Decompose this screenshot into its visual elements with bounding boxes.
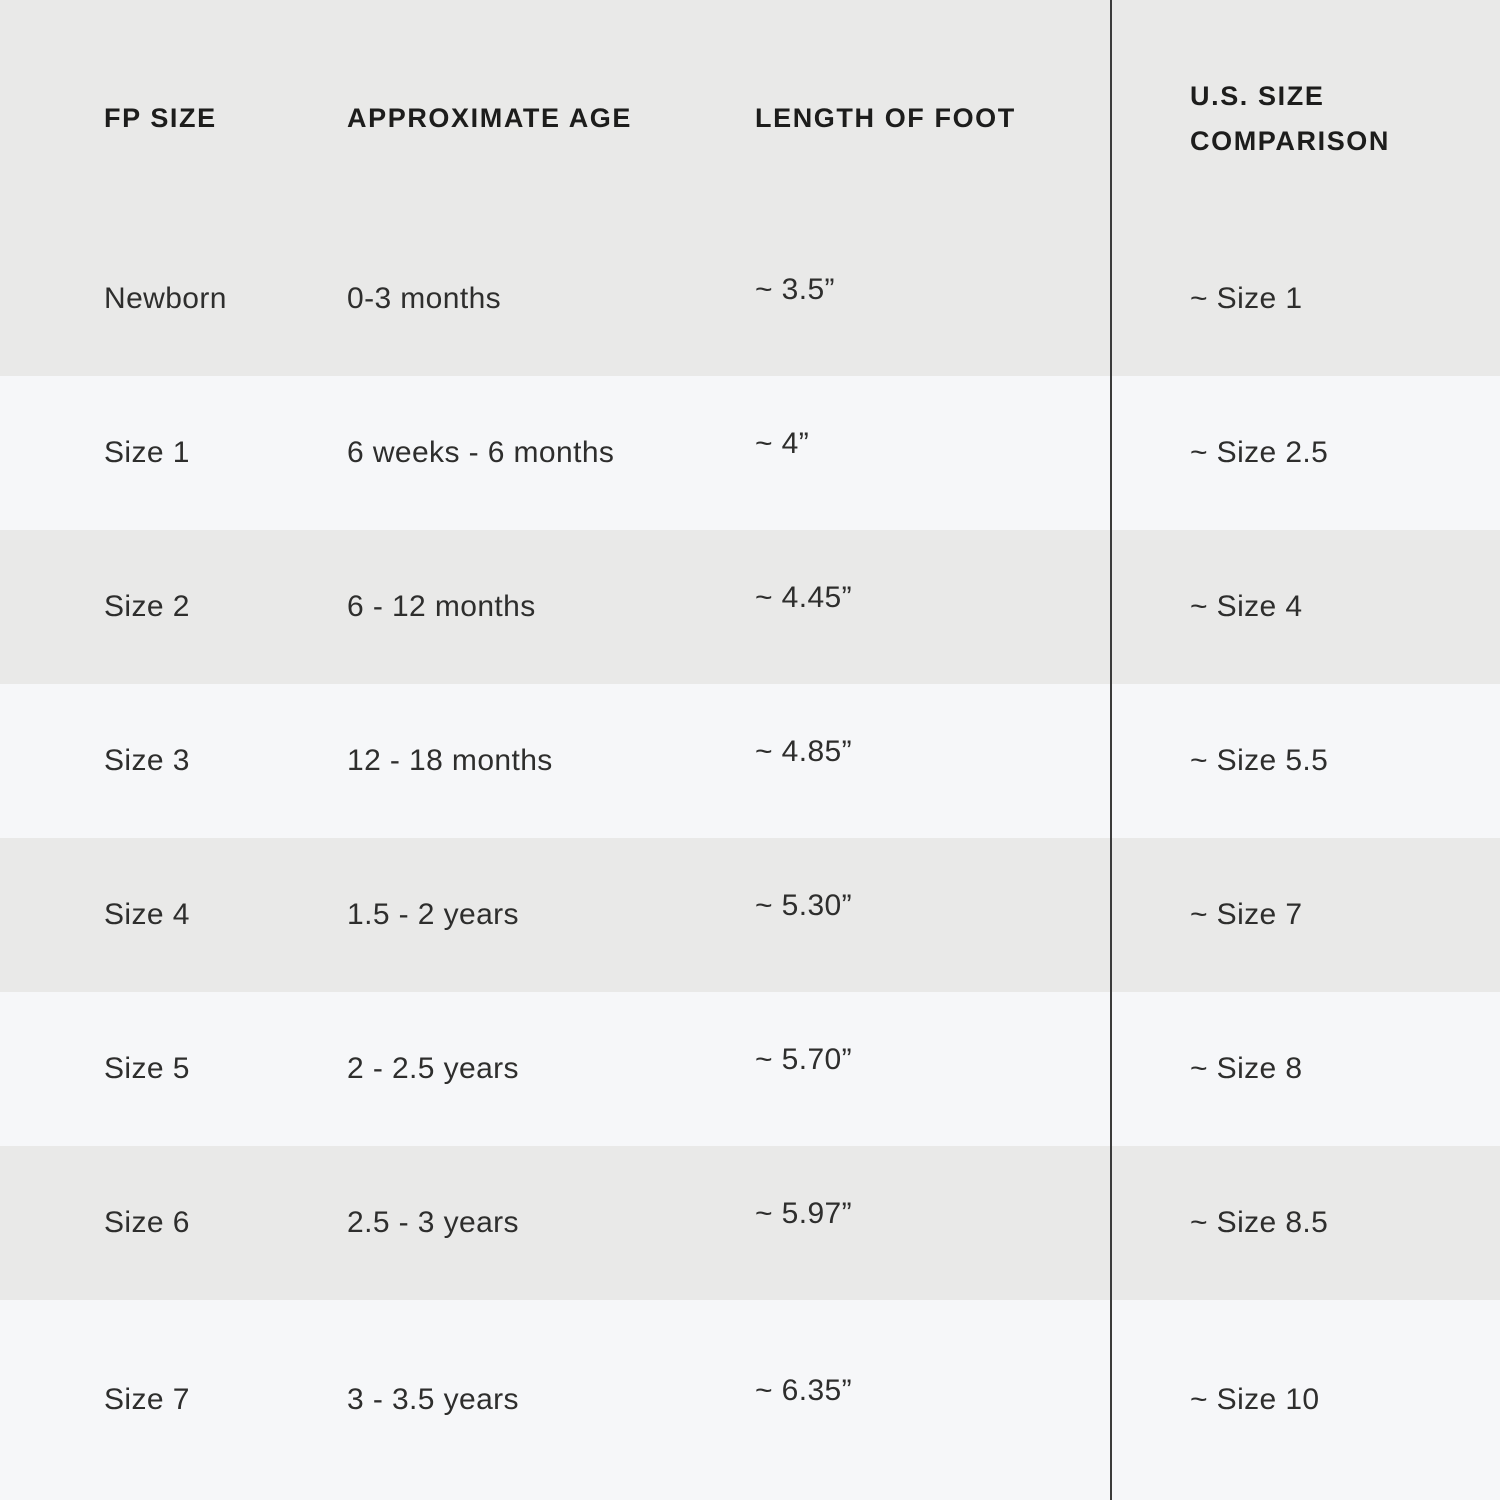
cell-value: ~ Size 8: [1190, 1052, 1303, 1085]
cell-value: 2 - 2.5 years: [347, 1052, 519, 1085]
table-row: [0, 530, 1500, 684]
cell-value: ~ Size 2.5: [1190, 436, 1329, 469]
cell-value: Size 7: [104, 1383, 190, 1416]
foot-length-cell: [650, 992, 1110, 1146]
cell-value: ~ 3.5”: [755, 273, 835, 306]
foot-length-cell: [650, 1146, 1110, 1300]
cell-value: ~ Size 8.5: [1190, 1206, 1329, 1239]
cell-value: ~ Size 5.5: [1190, 744, 1329, 777]
us-size-cell: [1110, 1300, 1500, 1500]
foot-length-cell: [650, 222, 1110, 376]
age-cell: [243, 992, 650, 1146]
column-header-approximate-age: [243, 0, 650, 222]
cell-value: ~ 5.70”: [755, 1043, 853, 1076]
fp-size-cell: [0, 222, 243, 376]
us-size-cell: [1110, 222, 1500, 376]
cell-value: Size 6: [104, 1206, 190, 1239]
age-cell: [243, 222, 650, 376]
cell-value: ~ Size 10: [1190, 1383, 1320, 1416]
us-size-cell: [1110, 376, 1500, 530]
column-header-label: FP SIZE: [104, 103, 217, 134]
us-size-cell: [1110, 684, 1500, 838]
table-row: [0, 376, 1500, 530]
table-row: [0, 1300, 1500, 1500]
table-row: [0, 1146, 1500, 1300]
age-cell: [243, 1146, 650, 1300]
age-cell: [243, 376, 650, 530]
column-header-fp-size: [0, 0, 243, 222]
cell-value: ~ 4.45”: [755, 581, 853, 614]
age-cell: [243, 684, 650, 838]
age-cell: [243, 530, 650, 684]
foot-length-cell: [650, 376, 1110, 530]
foot-length-cell: [650, 838, 1110, 992]
cell-value: ~ Size 1: [1190, 282, 1303, 315]
cell-value: ~ Size 7: [1190, 898, 1303, 931]
age-cell: [243, 1300, 650, 1500]
cell-value: ~ Size 4: [1190, 590, 1303, 623]
fp-size-cell: [0, 376, 243, 530]
foot-length-cell: [650, 1300, 1110, 1500]
table-row: [0, 222, 1500, 376]
us-size-cell: [1110, 530, 1500, 684]
cell-value: ~ 5.97”: [755, 1197, 853, 1230]
cell-value: 6 - 12 months: [347, 590, 536, 623]
us-size-cell: [1110, 992, 1500, 1146]
cell-value: ~ 5.30”: [755, 889, 853, 922]
column-header-us-size-comparison: [1110, 0, 1500, 222]
cell-value: ~ 6.35”: [755, 1374, 853, 1407]
cell-value: Size 2: [104, 590, 190, 623]
cell-value: Size 1: [104, 436, 190, 469]
cell-value: 12 - 18 months: [347, 744, 553, 777]
foot-length-cell: [650, 684, 1110, 838]
cell-value: ~ 4.85”: [755, 735, 853, 768]
cell-value: 1.5 - 2 years: [347, 898, 519, 931]
cell-value: 0-3 months: [347, 282, 502, 315]
column-header-label: LENGTH OF FOOT: [755, 103, 1016, 134]
cell-value: 2.5 - 3 years: [347, 1206, 519, 1239]
cell-value: Size 4: [104, 898, 190, 931]
table-row: [0, 992, 1500, 1146]
cell-value: 6 weeks - 6 months: [347, 436, 615, 469]
age-cell: [243, 838, 650, 992]
fp-size-cell: [0, 992, 243, 1146]
cell-value: 3 - 3.5 years: [347, 1383, 519, 1416]
fp-size-cell: [0, 838, 243, 992]
cell-value: Newborn: [104, 282, 227, 315]
us-size-cell: [1110, 1146, 1500, 1300]
fp-size-cell: [0, 530, 243, 684]
fp-size-cell: [0, 1146, 243, 1300]
table-row: [0, 838, 1500, 992]
table-row: [0, 684, 1500, 838]
column-header-label: U.S. SIZE COMPARISON: [1190, 80, 1391, 156]
column-header-length-of-foot: [650, 0, 1110, 222]
us-size-cell: [1110, 838, 1500, 992]
fp-size-cell: [0, 684, 243, 838]
foot-length-cell: [650, 530, 1110, 684]
table-header-row: [0, 0, 1500, 222]
cell-value: Size 3: [104, 744, 190, 777]
cell-value: ~ 4”: [755, 427, 810, 460]
column-header-label: APPROXIMATE AGE: [347, 103, 633, 134]
fp-size-cell: [0, 1300, 243, 1500]
cell-value: Size 5: [104, 1052, 190, 1085]
